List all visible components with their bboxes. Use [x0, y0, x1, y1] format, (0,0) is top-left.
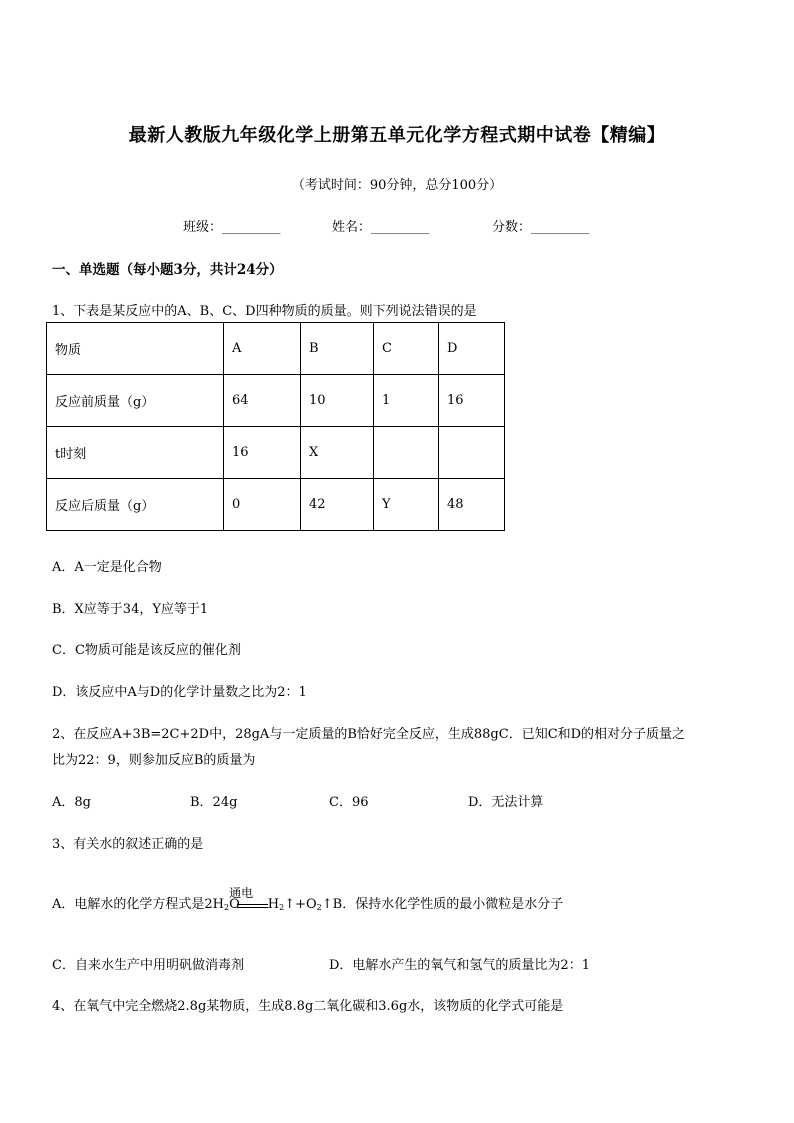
- exam-time-note: （考试时间：90分钟，总分100分）: [291, 178, 503, 193]
- q2-option-d: D．无法计算: [468, 795, 544, 810]
- table-cell: 10: [301, 375, 374, 427]
- question-3-stem: 3、有关水的叙述正确的是: [52, 837, 204, 852]
- eq-h: H: [267, 897, 280, 912]
- table-row: [47, 479, 505, 531]
- table-cell: 0: [224, 479, 301, 531]
- q3-option-d: D．电解水产生的氧气和氢气的质量比为2：1: [329, 958, 590, 973]
- table-cell: 反应后质量（g）: [47, 479, 224, 531]
- q3-option-a-b-line: [52, 886, 564, 912]
- reaction-condition-arrow: [229, 886, 268, 912]
- subscript: 2: [224, 903, 230, 912]
- mass-table: [46, 322, 505, 531]
- table-cell: 16: [439, 375, 505, 427]
- table-row: [47, 323, 505, 375]
- q1-option-a: A．A一定是化合物: [52, 560, 162, 575]
- question-4-stem: 4、在氧气中完全燃烧2.8g某物质，生成8.8g二氧化碳和3.6g水，该物质的化学式可能是: [52, 999, 564, 1014]
- table-cell: 物质: [47, 323, 224, 375]
- table-cell: C: [374, 323, 439, 375]
- question-2-stem-line2: 比为22：9，则参加反应B的质量为: [52, 753, 256, 768]
- q1-option-b: B．X应等于34，Y应等于1: [52, 602, 209, 617]
- table-cell: A: [224, 323, 301, 375]
- subscript: 2: [279, 903, 285, 912]
- score-field: 分数：_________: [492, 220, 590, 235]
- name-field: 姓名：_________: [332, 220, 430, 235]
- eq-arrow: ↑: [321, 897, 333, 912]
- double-line-top: [237, 904, 268, 905]
- subscript: 2: [316, 903, 322, 912]
- q3-option-a-prefix: A．电解水的化学方程式是2H: [52, 897, 224, 912]
- class-field: 班级：_________: [183, 220, 281, 235]
- table-cell: D: [439, 323, 505, 375]
- section-heading: 一、单选题（每小题3分，共计24分）: [52, 262, 283, 278]
- eq-o: O: [229, 897, 240, 912]
- q3-option-b: B．保持水化学性质的最小微粒是水分子: [332, 897, 564, 912]
- table-cell: X: [301, 427, 374, 479]
- table-cell: [439, 427, 505, 479]
- table-row: [47, 375, 505, 427]
- page-title: 最新人教版九年级化学上册第五单元化学方程式期中试卷【精编】: [128, 125, 666, 146]
- q2-option-a: A．8g: [52, 795, 91, 810]
- table-cell: 反应前质量（g）: [47, 375, 224, 427]
- table-cell: 64: [224, 375, 301, 427]
- double-line-bottom: [237, 907, 268, 908]
- condition-label: 通电: [229, 886, 254, 900]
- q1-option-c: C．C物质可能是该反应的催化剂: [52, 643, 241, 658]
- table-cell: t时刻: [47, 427, 224, 479]
- table-cell: Y: [374, 479, 439, 531]
- q1-option-d: D．该反应中A与D的化学计量数之比为2：1: [52, 685, 307, 700]
- q3-option-c: C．自来水生产中用明矾做消毒剂: [52, 958, 244, 973]
- table-cell: 48: [439, 479, 505, 531]
- table-cell: 16: [224, 427, 301, 479]
- table-cell: B: [301, 323, 374, 375]
- table-row: [47, 427, 505, 479]
- eq-plus-o: ↑+O: [284, 897, 317, 912]
- table-cell: 1: [374, 375, 439, 427]
- table-cell: 42: [301, 479, 374, 531]
- q2-option-b: B．24g: [190, 795, 238, 810]
- question-1-stem: 1、下表是某反应中的A、B、C、D四种物质的质量。则下列说法错误的是: [52, 304, 477, 319]
- table-cell: [374, 427, 439, 479]
- question-2-stem-line1: 2、在反应A+3B=2C+2D中，28gA与一定质量的B恰好完全反应，生成88gC．已知C和D的相对分子质量之: [52, 727, 686, 742]
- q2-option-c: C．96: [329, 795, 369, 810]
